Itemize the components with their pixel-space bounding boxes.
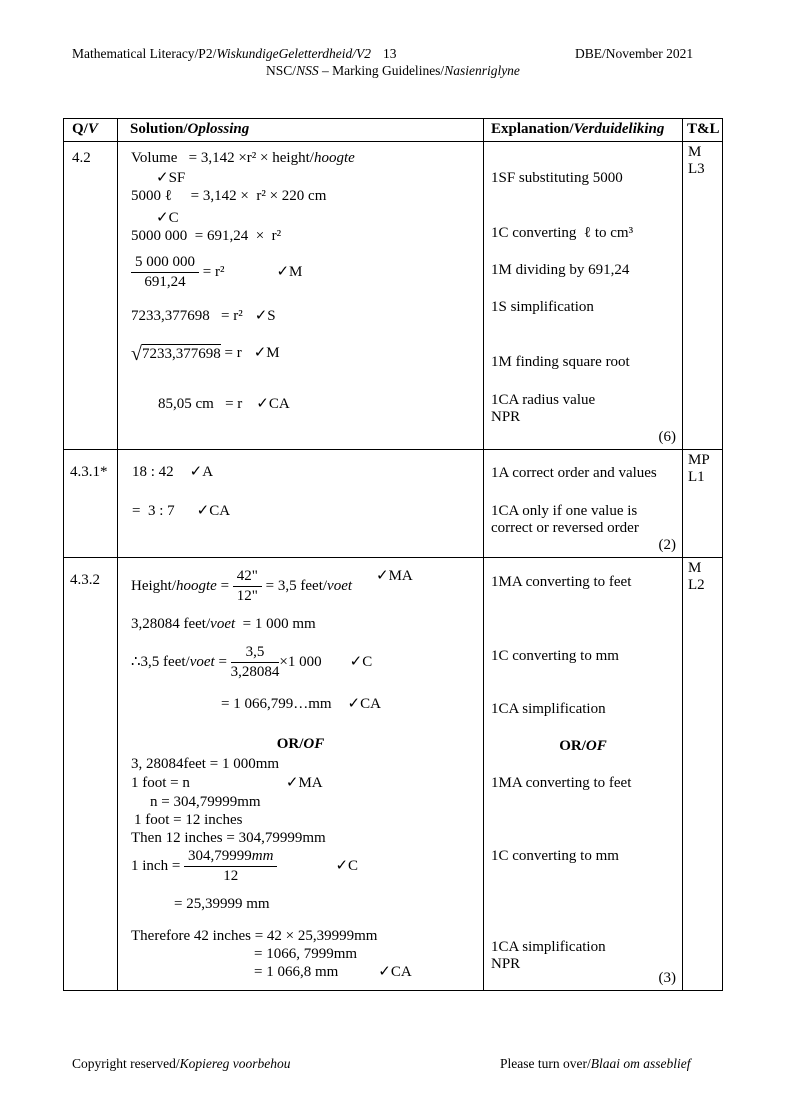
taxonomy-level: L1 <box>688 469 705 485</box>
header-qv <box>64 119 118 141</box>
copyright-notice: Copyright reserved/Kopiereg voorbehou <box>72 1056 291 1071</box>
explanation-line: 1S simplification <box>491 299 594 315</box>
check-mark: ✓CA <box>256 396 290 412</box>
header-tl: T&L <box>687 121 720 137</box>
square-root-sign: √ <box>131 342 142 365</box>
header-explanation <box>484 119 683 141</box>
question-number: 4.3.2 <box>70 572 100 588</box>
explanation-line: NPR <box>491 956 521 972</box>
taxonomy-cell <box>683 558 722 990</box>
explanation-line: 1CA radius value <box>491 392 596 408</box>
fraction-numerator: 304,79999mm <box>184 848 277 867</box>
explanation-line: 1M dividing by 691,24 <box>491 262 630 278</box>
subtitle-nasienriglyne: Nasienriglyne <box>444 63 520 78</box>
taxonomy-code: M <box>688 560 702 576</box>
solution-line: 3,28084 feet/voet = 1 000 mm <box>131 616 316 632</box>
fraction-denominator: 12" <box>236 588 258 604</box>
check-mark: ✓M <box>276 264 303 280</box>
solution-line: Then 12 inches = 304,79999mm <box>131 830 326 846</box>
solution-line: Volume = 3,142 ×r² × height/hoogte <box>131 150 355 166</box>
solution-line: = 1 066,799…mm ✓CA <box>221 696 381 712</box>
or-divider: OR/OF <box>559 738 607 754</box>
table-row <box>64 142 722 450</box>
page-header <box>0 0 786 90</box>
header-explanation-af: Verduideliking <box>573 121 665 137</box>
solution-line: Therefore 42 inches = 42 × 25,39999mm <box>131 928 378 944</box>
subtitle-nss: NSS <box>296 63 319 78</box>
mark-allocation: (3) <box>658 970 676 986</box>
taxonomy-code: MP <box>688 452 710 468</box>
solution-line: 18 : 42 ✓A <box>132 464 214 480</box>
solution-cell <box>118 142 484 449</box>
mark-allocation: (2) <box>658 537 676 553</box>
table-row <box>64 558 722 990</box>
marking-table <box>63 118 723 991</box>
question-number: 4.2 <box>72 150 91 166</box>
exam-session: DBE/November 2021 <box>575 46 694 61</box>
explanation-line: 1C converting to mm <box>491 848 619 864</box>
header-solution <box>118 119 484 141</box>
check-mark: ✓MA <box>376 568 413 584</box>
or-divider: OR/OF <box>276 736 325 752</box>
fraction <box>131 254 199 291</box>
solution-line: = 1 066,8 mm ✓CA <box>254 964 412 980</box>
fraction <box>231 644 280 681</box>
turn-over-notice: Please turn over/Blaai om asseblief <box>500 1056 691 1071</box>
subtitle-guidelines: – Marking Guidelines/ <box>318 63 445 78</box>
doc-subtitle <box>0 63 786 79</box>
solution-line: Height/ hoogte = $\frac{42"}{12"}$ = 3,5 feet/ voet <box>131 568 353 604</box>
explanation-cell <box>484 142 683 449</box>
solution-line: 1 foot = n ✓MA <box>131 775 323 791</box>
check-mark: ✓C <box>335 858 359 874</box>
solution-line: 5000 ℓ = 3,142 × r² × 220 cm <box>131 188 327 204</box>
table-header-row <box>64 119 722 142</box>
header-explanation-en: Explanation/ <box>491 121 574 137</box>
check-mark: ✓SF <box>156 170 186 186</box>
explanation-line: 1MA converting to feet <box>491 574 632 590</box>
fraction <box>184 848 277 885</box>
explanation-cell <box>484 558 683 990</box>
page-number: 13 <box>383 46 397 61</box>
solution-line: 85,05 cm = r ✓CA <box>158 396 290 412</box>
explanation-line: 1CA simplification <box>491 939 606 955</box>
page-footer <box>0 1048 786 1078</box>
fraction-denominator: 12 <box>223 868 239 884</box>
explanation-cell <box>484 450 683 557</box>
explanation-line: 1M finding square root <box>491 354 630 370</box>
taxonomy-level: L2 <box>688 577 705 593</box>
check-mark: ✓CA <box>347 696 381 712</box>
explanation-line: NPR <box>491 409 521 425</box>
doc-title-af: WiskundigeGeletterdheid/V2 <box>216 46 372 61</box>
taxonomy-code: M <box>688 144 702 160</box>
solution-line: n = 304,79999mm <box>150 794 261 810</box>
fraction-numerator: 5 000 000 <box>131 254 199 273</box>
question-number-cell <box>64 142 118 449</box>
fraction-denominator: 691,24 <box>144 274 186 290</box>
explanation-line: 1SF substituting 5000 <box>491 170 623 186</box>
fraction-denominator: 3,28084 <box>230 664 280 680</box>
taxonomy-cell <box>683 450 722 557</box>
explanation-line: 1C converting to mm <box>491 648 619 664</box>
doc-title <box>72 46 371 62</box>
solution-line: 5000 000 = 691,24 × r² <box>131 228 282 244</box>
solution-line: ∴3,5 feet/ voet = $\frac{3,5}{3,28084}$ ×1 000 ✓C <box>131 644 373 680</box>
solution-line: $\frac{5 000 000}{691,24}$ = r² ✓M <box>131 254 302 291</box>
question-number-cell <box>64 450 118 557</box>
solution-line: 7233,377698 = r² ✓S <box>131 308 276 324</box>
check-mark: ✓M <box>253 345 280 361</box>
header-qv-v: V <box>87 121 98 137</box>
check-mark: ✓CA <box>378 964 412 980</box>
explanation-line: 1A correct order and values <box>491 465 657 481</box>
doc-title-en: Mathematical Literacy/P2/ <box>72 46 217 61</box>
solution-cell <box>118 558 484 990</box>
header-solution-af: Oplossing <box>187 121 250 137</box>
solution-cell <box>118 450 484 557</box>
question-number: 4.3.1* <box>70 464 108 480</box>
fraction-numerator: 42" <box>233 568 262 587</box>
subtitle-nsc: NSC/ <box>266 63 297 78</box>
solution-line: √ 7233,377698 = r ✓M <box>131 342 280 365</box>
explanation-line: 1CA simplification <box>491 701 606 717</box>
solution-line: = 1066, 7999mm <box>254 946 358 962</box>
check-mark: ✓CA <box>196 503 231 519</box>
check-mark: ✓A <box>189 464 214 480</box>
check-mark: ✓C <box>156 210 179 226</box>
question-number-cell <box>64 558 118 990</box>
fraction-numerator: 3,5 <box>231 644 280 663</box>
mark-allocation: (6) <box>658 429 676 445</box>
explanation-line: 1CA only if one value is correct or reversed order <box>491 503 639 536</box>
solution-line: 1 inch = $\frac{304,79999mm}{12}$ ✓C <box>131 848 359 884</box>
solution-line: 3, 28084feet = 1 000mm <box>131 756 280 772</box>
check-mark: ✓C <box>349 654 373 670</box>
check-mark: ✓MA <box>285 775 323 791</box>
table-row <box>64 450 722 558</box>
check-mark: ✓S <box>254 308 276 324</box>
header-solution-en: Solution/ <box>130 121 188 137</box>
taxonomy-cell <box>683 142 722 449</box>
header-qv-q: Q/ <box>72 121 88 137</box>
explanation-line: 1C converting ℓ to cm³ <box>491 225 634 241</box>
taxonomy-level: L3 <box>688 161 705 177</box>
explanation-line: 1MA converting to feet <box>491 775 632 791</box>
solution-line: = 25,39999 mm <box>174 896 270 912</box>
solution-line: = 3 : 7 ✓CA <box>132 503 231 519</box>
fraction <box>233 568 262 605</box>
solution-line: 1 foot = 12 inches <box>134 812 243 828</box>
